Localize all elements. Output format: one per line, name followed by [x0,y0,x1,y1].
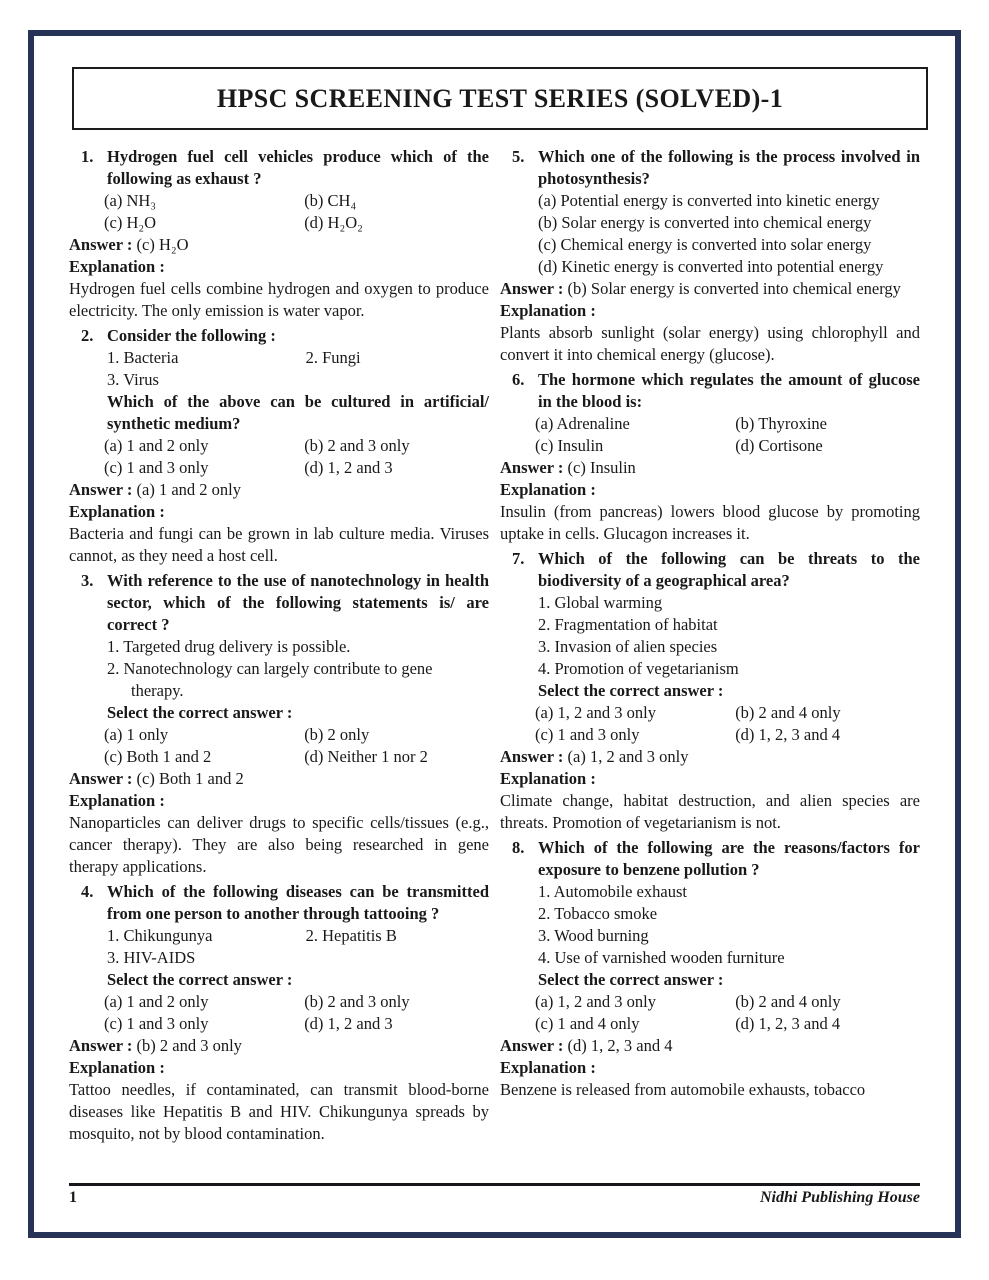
answer-label: Answer : [69,235,133,254]
list-item: 3. Invasion of alien species [538,637,718,656]
explanation-text: Hydrogen fuel cells combine hydrogen and oxygen to produce electricity. The only emission is water vapor. [69,279,489,320]
option: (d) Kinetic energy is converted into potential energy [538,257,884,276]
question-number: 3. [81,571,94,590]
option: (b) 2 and 3 only [304,992,410,1011]
option-row [535,1013,920,1035]
answer-text: (b) Solar energy is converted into chemical energy [567,279,901,298]
answer-text: (a) 1, 2 and 3 only [567,747,689,766]
option: (b) Thyroxine [735,414,827,433]
question-stem-text: With reference to the use of nanotechnology in health sector, which of the following statements is/ are correct ? [107,571,489,634]
footer [69,1183,920,1207]
option: (a) 1 only [104,725,169,744]
select-answer-label: Select the correct answer : [538,681,724,700]
list-rows [69,925,489,969]
select-answer-label: Select the correct answer : [538,970,724,989]
explanation-label: Explanation : [500,480,596,499]
list-items [500,592,920,680]
question-number: 1. [81,147,94,166]
title-box [72,67,928,130]
option: (d) Neither 1 nor 2 [304,747,428,766]
list-item: 2. Nanotechnology can largely contribute to gene therapy. [107,659,433,700]
page-number: 1 [69,1189,77,1206]
list-item: 4. Use of varnished wooden furniture [538,948,785,967]
option: (d) 1, 2, 3 and 4 [735,1014,841,1033]
question-number: 2. [81,326,94,345]
select-answer-label: Select the correct answer : [107,970,293,989]
option: (b) 2 and 3 only [304,436,410,455]
question-substem: Which of the above can be cultured in artificial/ synthetic medium? [107,392,489,433]
question-stem-text: Hydrogen fuel cell vehicles produce which of the following as exhaust ? [107,147,489,188]
option: (a) 1 and 2 only [104,436,209,455]
question-number: 7. [512,549,525,568]
explanation-text: Insulin (from pancreas) lowers blood glucose by promoting uptake in cells. Glucagon increases it. [500,502,920,543]
option-row [104,991,489,1013]
option: (c) H₂O [104,213,157,232]
explanation-text: Climate change, habitat destruction, and alien species are threats. Promotion of vegetarianism is not. [500,791,920,832]
question-stem [500,146,920,190]
explanation-text: Tattoo needles, if contaminated, can transmit blood-borne diseases like Hepatitis B and HIV. Chikungunya spreads by mosquito, not by blood contamination. [69,1080,489,1143]
option: (b) Solar energy is converted into chemical energy [538,213,872,232]
select-answer-label: Select the correct answer : [107,703,293,722]
question-stem-text: The hormone which regulates the amount of glucose in the blood is: [538,370,920,411]
option-row [104,435,489,457]
page-title: HPSC SCREENING TEST SERIES (SOLVED)-1 [216,84,784,113]
option-rows [69,991,489,1035]
explanation-text: Benzene is released from automobile exhausts, tobacco [500,1080,866,1099]
list-item: 4. Promotion of vegetarianism [538,659,739,678]
option-list [500,190,920,278]
list-item: 2. Hepatitis B [305,926,397,945]
option-row [104,212,489,234]
option: (c) 1 and 3 only [104,458,209,477]
option: (a) 1, 2 and 3 only [535,703,656,722]
option: (d) Cortisone [735,436,823,455]
answer-label: Answer : [500,458,564,477]
answer-line [500,746,920,768]
column-left [69,146,489,1145]
explanation-label: Explanation : [500,301,596,320]
question-stem-text: Which of the following can be threats to the biodiversity of a geographical area? [538,549,920,590]
list-items [500,881,920,969]
answer-line [69,234,489,256]
option-row [104,190,489,212]
question-number: 6. [512,370,525,389]
question [69,325,489,567]
list-rows [69,347,489,391]
question-stem-text: Which of the following are the reasons/factors for exposure to benzene pollution ? [538,838,920,879]
list-row [107,925,489,947]
question-stem [500,837,920,881]
list-item: 3. Wood burning [538,926,649,945]
option: (a) 1 and 2 only [104,992,209,1011]
answer-line [500,1035,920,1057]
answer-label: Answer : [500,747,564,766]
answer-text: (d) 1, 2, 3 and 4 [567,1036,673,1055]
option: (b) 2 and 4 only [735,703,841,722]
option: (b) CH₄ [304,191,357,210]
question [500,369,920,545]
option: (a) NH₃ [104,191,157,210]
question-stem [69,325,489,347]
list-item: 1. Targeted drug delivery is possible. [107,637,351,656]
option: (c) Chemical energy is converted into solar energy [538,235,872,254]
list-item: 3. HIV-AIDS [107,948,196,967]
explanation-label: Explanation : [69,502,165,521]
content-columns [69,146,920,1145]
option-rows [500,413,920,457]
explanation-text: Bacteria and fungi can be grown in lab culture media. Viruses cannot, as they need a host cell. [69,524,489,565]
question-number: 8. [512,838,525,857]
answer-text: (c) Both 1 and 2 [136,769,244,788]
answer-label: Answer : [69,1036,133,1055]
answer-text: (c) H₂O [136,235,189,254]
answer-label: Answer : [69,769,133,788]
answer-line [500,457,920,479]
list-row [107,369,489,391]
option: (b) 2 and 4 only [735,992,841,1011]
answer-line [69,1035,489,1057]
question [69,146,489,322]
question-stem [69,146,489,190]
option: (d) H₂O₂ [304,213,363,232]
publisher-name: Nidhi Publishing House [759,1189,920,1206]
answer-text: (a) 1 and 2 only [136,480,242,499]
question-stem [69,570,489,636]
list-item: 1. Chikungunya [107,926,213,945]
answer-label: Answer : [500,279,564,298]
option-row [535,991,920,1013]
question [500,146,920,366]
option-rows [69,435,489,479]
option-row [104,457,489,479]
explanation-text: Plants absorb sunlight (solar energy) using chlorophyll and convert it into chemical energy (glucose). [500,323,920,364]
answer-line [69,768,489,790]
option: (a) 1, 2 and 3 only [535,992,656,1011]
option-row [104,1013,489,1035]
option-rows [500,702,920,746]
option: (a) Potential energy is converted into kinetic energy [538,191,880,210]
question-stem [69,881,489,925]
list-row [107,947,489,969]
option: (b) 2 only [304,725,370,744]
question-stem-text: Consider the following : [107,326,276,345]
answer-line [69,479,489,501]
question [69,881,489,1145]
list-item: 3. Virus [107,370,159,389]
question [500,837,920,1101]
option-rows [500,991,920,1035]
explanation-label: Explanation : [500,769,596,788]
option-row [535,702,920,724]
question-stem-text: Which of the following diseases can be transmitted from one person to another through tattooing ? [107,882,489,923]
list-row [107,347,489,369]
explanation-label: Explanation : [69,257,165,276]
option: (c) Both 1 and 2 [104,747,212,766]
option-rows [69,724,489,768]
option: (c) 1 and 3 only [104,1014,209,1033]
option: (c) Insulin [535,436,604,455]
option: (a) Adrenaline [535,414,630,433]
option: (d) 1, 2 and 3 [304,1014,393,1033]
list-item [306,947,489,969]
option-row [535,724,920,746]
answer-label: Answer : [500,1036,564,1055]
question [500,548,920,834]
option-row [535,435,920,457]
explanation-label: Explanation : [69,1058,165,1077]
answer-label: Answer : [69,480,133,499]
answer-line [500,278,920,300]
list-item: 2. Tobacco smoke [538,904,658,923]
list-item [306,369,489,391]
question-stem [500,548,920,592]
option-row [104,746,489,768]
question-stem [500,369,920,413]
question-number: 4. [81,882,94,901]
question-stem-text: Which one of the following is the process involved in photosynthesis? [538,147,920,188]
answer-text: (b) 2 and 3 only [136,1036,242,1055]
explanation-label: Explanation : [69,791,165,810]
column-right [500,146,920,1145]
option: (d) 1, 2 and 3 [304,458,393,477]
list-item: 1. Bacteria [107,348,179,367]
list-item: 1. Automobile exhaust [538,882,687,901]
question [69,570,489,878]
option-row [104,724,489,746]
explanation-text: Nanoparticles can deliver drugs to specific cells/tissues (e.g., cancer therapy). They are also being researched in gene therapy applications. [69,813,489,876]
question-number: 5. [512,147,525,166]
option-rows [69,190,489,234]
answer-text: (c) Insulin [567,458,636,477]
list-item: 2. Fragmentation of habitat [538,615,718,634]
explanation-label: Explanation : [500,1058,596,1077]
list-item: 1. Global warming [538,593,663,612]
option-row [535,413,920,435]
list-items [69,636,489,702]
option: (d) 1, 2, 3 and 4 [735,725,841,744]
list-item: 2. Fungi [305,348,361,367]
option: (c) 1 and 3 only [535,725,640,744]
option: (c) 1 and 4 only [535,1014,640,1033]
